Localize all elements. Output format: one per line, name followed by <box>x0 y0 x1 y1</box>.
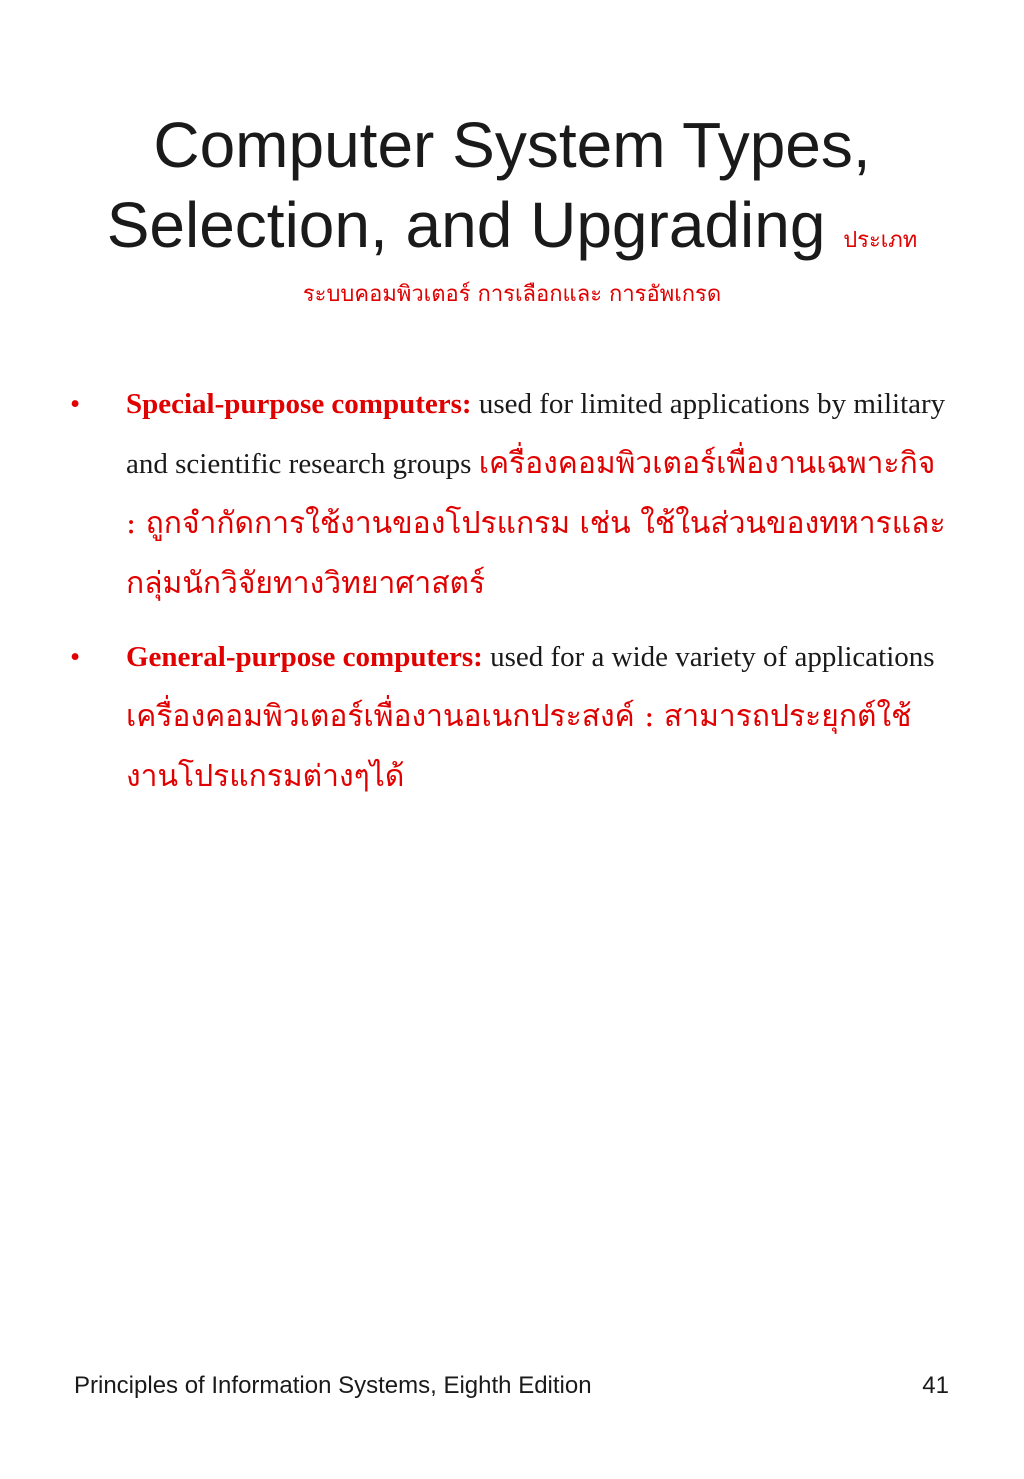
bullet-thai-text: เครื่องคอมพิวเตอร์เพื่องานอเนกประสงค์ : สามารถประยุกต์ใช้งานโปรแกรมต่างๆได้ <box>126 699 912 794</box>
bullet-english-text: used for limited applications by military and scientific research groups <box>126 388 946 480</box>
bullet-list <box>70 375 950 821</box>
page-number: 41 <box>922 1372 949 1399</box>
title-line-2 <box>40 185 984 281</box>
bullet-item-general-purpose <box>70 628 950 807</box>
bullet-item-special-purpose <box>70 375 950 614</box>
bullet-term: General-purpose computers: <box>126 641 483 673</box>
slide-title <box>40 105 984 315</box>
footer-book-title: Principles of Information Systems, Eighth Edition <box>74 1372 592 1399</box>
bullet-term: Special-purpose computers: <box>126 388 472 420</box>
slide-footer <box>74 1372 949 1400</box>
bullet-english-text: used for a wide variety of applications <box>482 641 935 673</box>
bullet-marker: • <box>70 641 81 673</box>
bullet-marker: • <box>70 388 81 420</box>
bullet-thai-text: เครื่องคอมพิวเตอร์เพื่องานเฉพาะกิจ : ถูกจำกัดการใช้งานของโปรแกรม เช่น ใช้ในส่วนของทหารและกลุ่มนักวิจัยทางวิทยาศาสตร์ <box>126 446 946 601</box>
title-line-1: Computer System Types, <box>153 109 871 181</box>
title-thai-part-1: ประเภท <box>843 228 918 253</box>
title-thai-part-2: ระบบคอมพิวเตอร์ การเลือกและ การอัพเกรด <box>302 282 722 307</box>
title-line-2-text: Selection, and Upgrading <box>106 189 826 261</box>
